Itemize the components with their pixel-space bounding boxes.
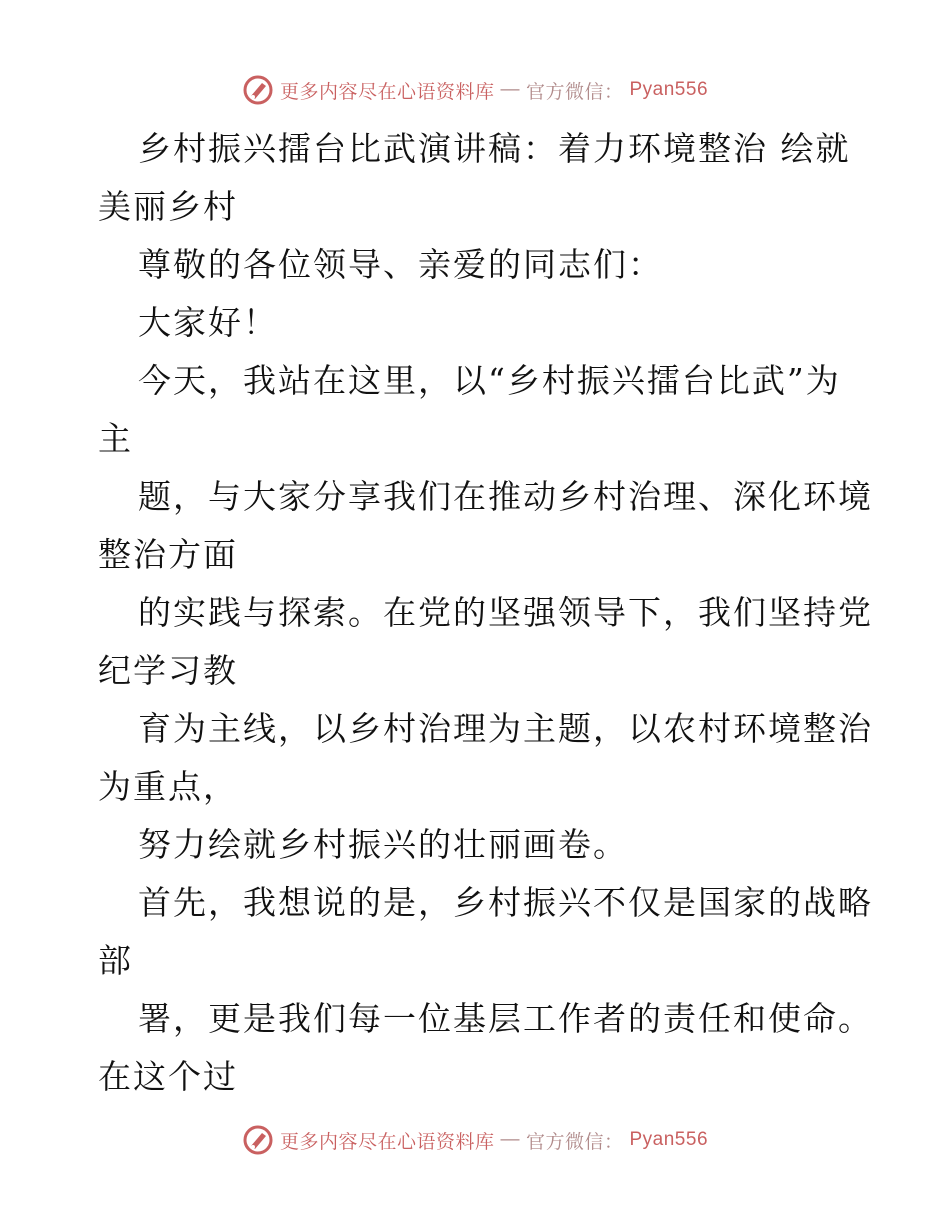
paragraph-line: 部 — [98, 941, 133, 980]
paragraph-line: 题，与大家分享我们在推动乡村治理、深化环境 — [138, 477, 873, 516]
header-wechat-label: 官方微信： — [525, 81, 624, 103]
footer-banner — [0, 1120, 950, 1160]
header-banner-dash: — — [500, 79, 520, 100]
paragraph-line: 在这个过 — [98, 1057, 238, 1096]
paragraph-line: 整治方面 — [98, 535, 238, 574]
paragraph-line: 为重点， — [98, 767, 238, 806]
title-line-1: 乡村振兴擂台比武演讲稿：着力环境整治 绘就 — [138, 129, 851, 168]
footer-banner-content — [242, 1124, 708, 1156]
footer-wechat-label: 官方微信： — [525, 1131, 624, 1153]
paragraph-line: 的实践与探索。在党的坚强领导下，我们坚持党 — [138, 593, 873, 632]
brush-logo-icon — [242, 1124, 274, 1156]
header-wechat-id: Pyan556 — [629, 79, 709, 100]
footer-banner-text: 更多内容尽在心语资料库 — [279, 1131, 495, 1153]
paragraph-line: 纪学习教 — [98, 651, 238, 690]
paragraph-line: 今天，我站在这里，以“乡村振兴擂台比武”为 — [138, 361, 841, 400]
header-banner-content — [242, 74, 708, 106]
paragraph-line: 努力绘就乡村振兴的壮丽画卷。 — [138, 825, 628, 864]
paragraph-line: 署，更是我们每一位基层工作者的责任和使命。 — [138, 999, 873, 1038]
paragraph-line: 育为主线，以乡村治理为主题，以农村环境整治 — [138, 709, 873, 748]
title-line-2: 美丽乡村 — [98, 187, 238, 226]
header-banner — [0, 70, 950, 110]
salutation: 尊敬的各位领导、亲爱的同志们： — [138, 245, 663, 284]
footer-wechat-id: Pyan556 — [629, 1129, 709, 1150]
header-banner-text: 更多内容尽在心语资料库 — [279, 81, 495, 103]
paragraph-line: 主 — [98, 419, 133, 458]
footer-banner-dash: — — [500, 1129, 520, 1150]
paragraph-line: 首先，我想说的是，乡村振兴不仅是国家的战略 — [138, 883, 873, 922]
document-body — [98, 120, 873, 1106]
greeting: 大家好！ — [138, 303, 278, 342]
brush-logo-icon — [242, 74, 274, 106]
